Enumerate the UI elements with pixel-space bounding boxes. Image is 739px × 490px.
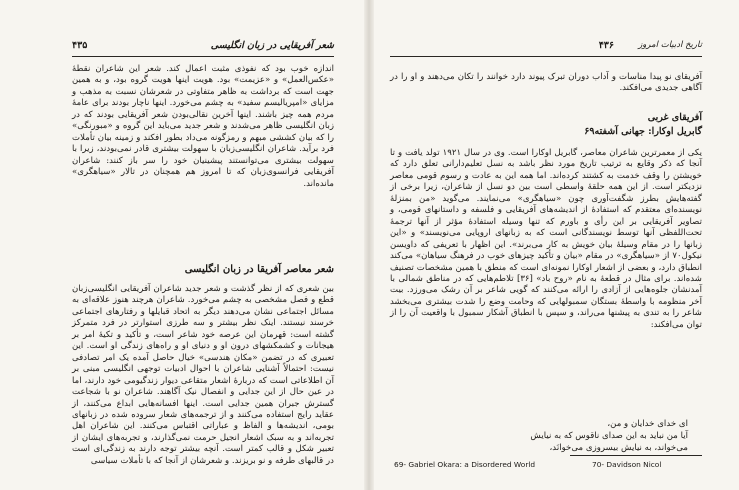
left-header bbox=[72, 40, 334, 56]
footnote-rule bbox=[570, 455, 702, 456]
footnote-70: 70- Davidson Nicol bbox=[592, 460, 662, 469]
left-paragraph-2 bbox=[72, 284, 334, 467]
right-body-text: یکی از معمرترین شاعران معاصر، گابریل اوکارا است. وی در سال ۱۹۲۱ تولد یافت و تا آنجا که ذکر وقایع به ترتیب تاریخ مورد نظر باشد به نسل تعلیم‌دارانی تعلق دارد که خویشتن را وقف خدمت به کشتند کرده‌اند. اما همه این به عادت و رسوم قومی معاصر نزدیکتر است. از این همه حلقهٔ واسطی است بین دو نسل از شاعران، زیرا برخی از گفته‌هایش بطرز شگفت‌آوری چون «سیاهگری» می‌نمایند. می‌گوید «من بمنزلهٔ نویسنده‌ای معتقدم که استفادهٔ از اندیشه‌های آفریقایی و فلسفه و داستانهای قومی، و تصاویر آفریقایی بر این رأی و باورم که تنها وسیله استفادهٔ مؤثر از آنها ترجمهٔ تحت‌اللفظی آنها توسط نویسندگانی است که به زبانهای اروپایی می‌نویسند» و «این زبانها را در مقام وسیلهٔ بیان خویش به کار می‌برند». این اظهار با تعریفی که داویسن نیکول۷۰ از «سیاهگری» در مقام «بیان و تأکید چیزهای خوب در فرهنگ سیاهان» می‌کند انطباق دارد، و بعضی از اشعار اوکارا نمونه‌ای است که منطق با همین مشخصات تصنیف شده‌اند. برای مثال در قطعهٔ به نام «روح باد» [۳۶] تلاطم‌هایی که در مناطق شمالی با آمدنشان جلوه‌هایی از آزادی را ارائه می‌کنند که گویی شاعر بر آن رشک می‌ورزد. بیت آخر منظومه با واسطهٔ بستگان سمبولهایی که وحامت وضع را شدت بیشتری می‌بخشد شاعر را به تندی به پیشنها می‌راند، و سپس با انطباق آشکار سمبول با واقعیت آن را از توان می‌افکند: bbox=[390, 148, 702, 330]
right-header-rule bbox=[390, 56, 702, 57]
right-page bbox=[374, 0, 739, 490]
right-intro-text: آفریقای نو پیدا مناسات و آداب دوران تبرک پیوند دارد خوانند را تکان می‌دهند و او را در آگاهی جدیدی می‌افکند. bbox=[390, 72, 702, 94]
poem-quote bbox=[390, 418, 702, 454]
footnote-69: 69- Gabriel Okara: a Disordered World bbox=[394, 460, 536, 469]
left-paragraph-1-text: اندازه خوب بود که نفوذی مثبت اعمال کند. شعر این شاعران نقطهٔ «عکس‌العمل» و «عزیمت» بود. هویت اینها هویت گروه بود، و به همین جهت است که برداشت به ظاهر متفاوتی در شعرشان نسبت به مذهب و مزایای «امپریالیسم سفید» به چشم می‌خورد. اینها ناچار بودند برای عامهٔ مردم همه چیز باشند. اینها آخرین نقالی‌بودن شعر آفریقایی بودند که در زبان انگلیسی ظاهر می‌شدند و شعر جدید می‌باید این گروه و «مبورنگی» را که بیان کششی مبهم و رمزگونه می‌داد بطور افکند و زمینه بیان تأملات فرد برآید. شاعران انگلیسی‌زبان با سهولت بیشتری قادر نمی‌بودند، زیرا با سهولت بیشتری می‌توانستند پیشینیان خود را سر باز کنند: شاعران آفریقایی فرانسوی‌زبان که تا امروز هم همچنان در تالار «سیاهگری» مانده‌اند. bbox=[72, 64, 334, 189]
left-header-rule bbox=[72, 56, 334, 57]
left-running-title: شعر آفریقایی در زبان انگلیسی bbox=[210, 40, 334, 51]
poem-line: آیا من نباید به این صدای ناقوس که به نیایش bbox=[530, 431, 688, 441]
book-gutter bbox=[364, 0, 374, 490]
left-paragraph-2-text: بین شعری که از نظر گذشت و شعر جدید شاعران آفریقایی انگلیسی‌زبان قطع و فصل مشخصی به چشم می‌خورد. شاعران هرچند هنوز علاقه‌ای به مسائل اجتماعی نشان می‌دهند دیگر به اتحاد قبایلها و رفتارهای اجتماعی خرسند نیستند. اینک نظر بیشتر و سه طرزی استوارتر در فرد متمرکز گشته است: قهرمان این عرصه خود شاعر است، و تأکید و تکیهٔ امر بر هیجانات و کشمکشهای درون او و دنیای او و راه‌های زندگی او است. این تعبیری که در تضمن «مکان هندسی» خیال حاصل آمده یک امر تصادفی نیست: احتمالاً آشنایی شاعران با احوال ادبیات توجهی انگلیسی مبنی بر آن اطلاعاتی است که درباره‌ٔ اشعار متقاعی دیوار زندگیومی خود دارند، اما در عین حال از این جدایی و انفصال نیک آگاهند. شاعران نو با شجاعت گسترش جبران همین جدایی است. اینها افسانه‌هایی ابداع می‌کنند، از عقاید رایج استفاده می‌کنند و از ترجمه‌های شعار سروده شده در زبانهای بومی، اندیشه‌ها و الفاظ و عباراتی اقتباس می‌کنند. این شاعران اهل تجربه‌اند و به سبک اشعار انجیل حرمت نمی‌گذارند، و تجربه‌های ایشان از تعبیر شکل و قالب کمتر است. آنچه بیشتر توجه دارند به زندگی‌ای است در قالبهای طرفه و نو بریزند. و شعرشان از آنجا که با تأملات سیاسی bbox=[72, 284, 334, 466]
left-paragraph-1 bbox=[72, 64, 334, 190]
left-page-number: ۴۳۵ bbox=[72, 40, 88, 51]
poem-line: می‌خواند، به نیایش بیسروزی می‌خوانَد، bbox=[549, 443, 688, 453]
subsection-heading-okara: گابریل اوکارا: جهانی آشفته۶۹ bbox=[584, 126, 702, 137]
poem-line: ای خدای خدایان و من، bbox=[607, 419, 688, 429]
left-page bbox=[0, 0, 364, 490]
subsection-heading-west-africa: آفریقای غربی bbox=[647, 112, 702, 123]
right-page-number: ۴۳۶ bbox=[598, 40, 614, 51]
section-heading: شعر معاصر آفریقا در زبان انگلیسی bbox=[184, 264, 334, 275]
right-body bbox=[390, 148, 702, 331]
right-running-title: تاریخ ادبیات امروز bbox=[638, 40, 702, 50]
right-header bbox=[390, 40, 702, 56]
right-intro bbox=[390, 72, 702, 95]
